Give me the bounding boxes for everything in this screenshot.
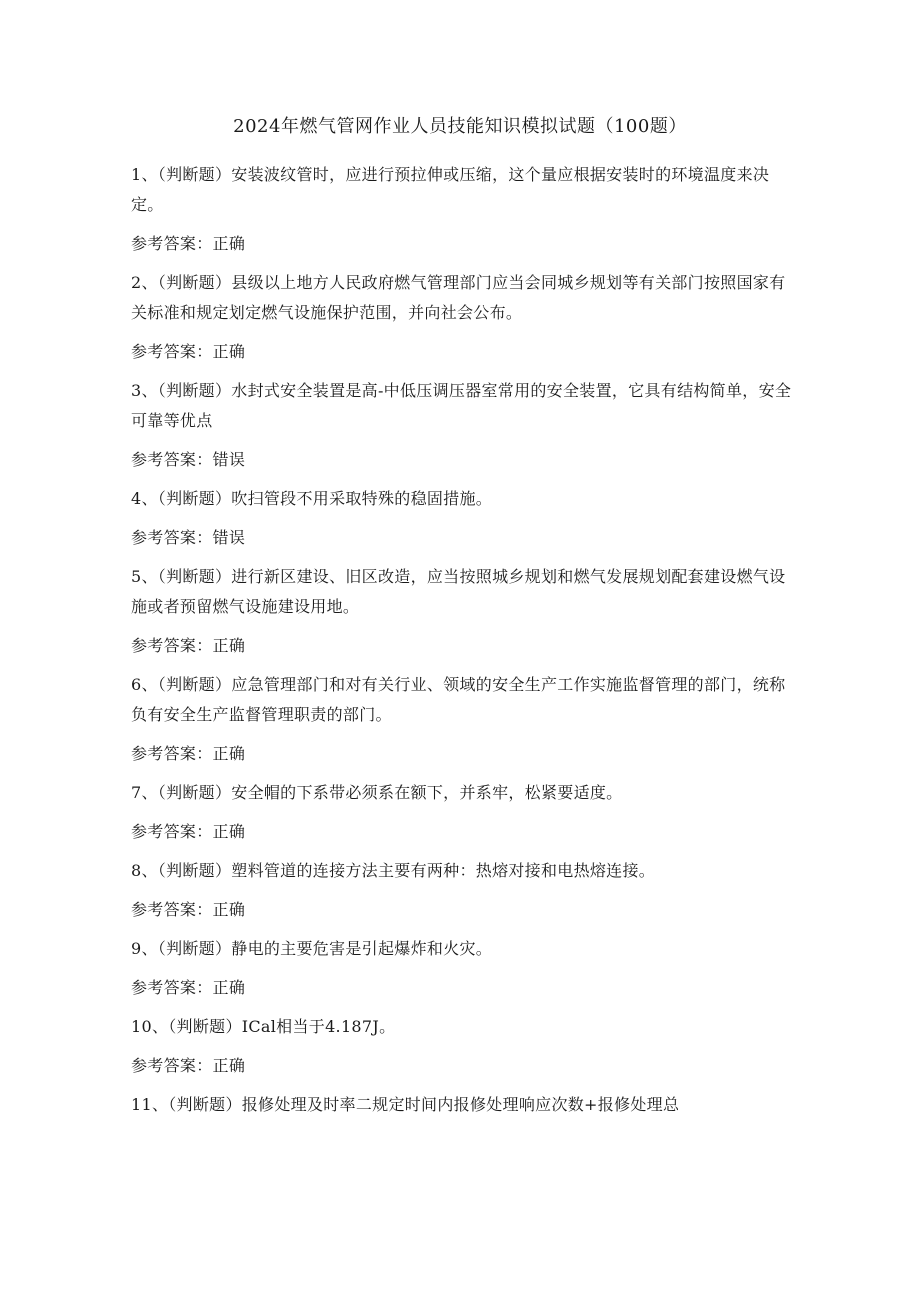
question-item [131,268,796,367]
question-item [131,856,796,925]
answer-value: 正确 [212,822,246,841]
question-item [131,562,796,661]
answer-prefix: 参考答案： [131,342,213,361]
answer-value: 错误 [212,528,246,547]
answer-value: 正确 [212,744,246,763]
answer-value: 正确 [212,1056,246,1075]
answer-value: 正确 [212,900,246,919]
answer-prefix: 参考答案： [131,234,213,253]
question-text: 1、（判断题）安装波纹管时，应进行预拉伸或压缩，这个量应根据安装时的环境温度来决定。 [131,165,770,214]
answer-prefix: 参考答案： [131,636,213,655]
answer-prefix: 参考答案： [131,744,213,763]
answer-prefix: 参考答案： [131,528,213,547]
question-text: 9、（判断题）静电的主要危害是引起爆炸和火灾。 [131,939,493,958]
answer-line [131,337,796,367]
question-item [131,778,796,847]
question-item [131,670,796,769]
answer-prefix: 参考答案： [131,900,213,919]
answer-line [131,1051,796,1081]
answer-value: 正确 [212,636,246,655]
question-text: 6、（判断题）应急管理部门和对有关行业、领域的安全生产工作实施监督管理的部门，统称负有安全生产监督管理职责的部门。 [131,675,786,724]
question-text: 4、（判断题）吹扫管段不用采取特殊的稳固措施。 [131,489,493,508]
question-text: 8、（判断题）塑料管道的连接方法主要有两种：热熔对接和电热熔连接。 [131,861,656,880]
answer-value: 正确 [212,234,246,253]
question-text: 10、（判断题）ICal相当于4.187J。 [131,1017,396,1036]
answer-line [131,895,796,925]
question-text: 7、（判断题）安全帽的下系带必须系在额下，并系牢，松紧要适度。 [131,783,623,802]
question-item [131,934,796,1003]
answer-line [131,229,796,259]
answer-prefix: 参考答案： [131,450,213,469]
question-item [131,376,796,475]
answer-line [131,523,796,553]
answer-line [131,631,796,661]
document-title: 2024年燃气管网作业人员技能知识模拟试题（100题） [233,116,687,137]
answer-prefix: 参考答案： [131,1056,213,1075]
question-text: 5、（判断题）进行新区建设、旧区改造，应当按照城乡规划和燃气发展规划配套建设燃气设施或者预留燃气设施建设用地。 [131,567,786,616]
answer-value: 正确 [212,342,246,361]
question-text: 11、（判断题）报修处理及时率二规定时间内报修处理响应次数+报修处理总 [131,1095,680,1114]
question-item [131,160,796,259]
question-item [131,1012,796,1081]
answer-line [131,973,796,1003]
question-item [131,484,796,553]
question-list [131,160,796,1120]
answer-prefix: 参考答案： [131,822,213,841]
answer-value: 正确 [212,978,246,997]
answer-line [131,445,796,475]
answer-prefix: 参考答案： [131,978,213,997]
question-item [131,1090,796,1120]
answer-line [131,817,796,847]
answer-value: 错误 [212,450,246,469]
answer-line [131,739,796,769]
question-text: 2、（判断题）县级以上地方人民政府燃气管理部门应当会同城乡规划等有关部门按照国家有关标准和规定划定燃气设施保护范围，并向社会公布。 [131,273,786,322]
question-text: 3、（判断题）水封式安全装置是高-中低压调压器室常用的安全装置，它具有结构简单，安全可靠等优点 [131,381,792,430]
